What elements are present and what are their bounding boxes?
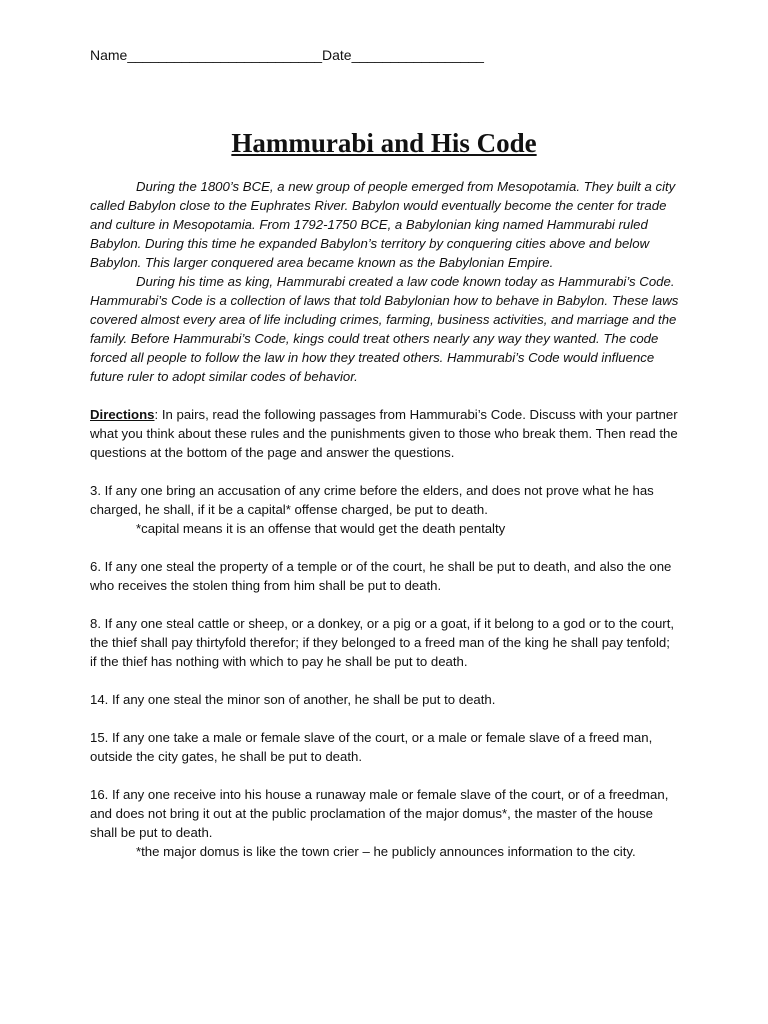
law-14: 14. If any one steal the minor son of another, he shall be put to death. bbox=[90, 692, 496, 707]
directions-label: Directions bbox=[90, 407, 155, 422]
law-8: 8. If any one steal cattle or sheep, or a donkey, or a pig or a goat, if it belong to a god or to the court, the thief shall pay thirtyfold therefor; if they belonged to a freed man of the king he shall pay tenfold; if the thief has nothing with which to pay he shall be put to death. bbox=[90, 616, 675, 669]
date-label: Date bbox=[322, 47, 352, 63]
page-title: Hammurabi and His Code bbox=[231, 128, 537, 158]
name-label: Name bbox=[90, 47, 128, 63]
law-3: 3. If any one bring an accusation of any crime before the elders, and does not prove what he has charged, he shall, if it be a capital* offense charged, be put to death. bbox=[90, 483, 654, 517]
law-16-footnote: *the major domus is like the town crier – he publicly announces information to the city. bbox=[136, 844, 636, 859]
directions-text: : In pairs, read the following passages from Hammurabi’s Code. Discuss with your partner what you think about these rules and the punishments given to those who break them. Then read the questions at the bottom of the page and answer the questions. bbox=[90, 407, 678, 460]
intro-paragraph-2: During his time as king, Hammurabi created a law code known today as Hammurabi’s Code. Hammurabi’s Code is a collection of laws that told Babylonian how to behave in Babylon. These laws covered almost every area of life including crimes, farming, business activities, and marriage and the family. Before Hammurabi’s Code, kings could treat others nearly any way they wanted. The code forced all people to follow the law in how they treated others. Hammurabi’s Code would influence future ruler to adopt similar codes of behavior. bbox=[90, 274, 679, 384]
directions-paragraph bbox=[90, 405, 680, 462]
worksheet-body bbox=[90, 177, 680, 861]
name-date-line bbox=[90, 45, 484, 65]
law-15: 15. If any one take a male or female slave of the court, or a male or female slave of a freed man, outside the city gates, he shall be put to death. bbox=[90, 730, 653, 764]
name-blank[interactable]: _________________________ bbox=[127, 47, 323, 63]
intro-paragraph-1: During the 1800’s BCE, a new group of people emerged from Mesopotamia. They built a city called Babylon close to the Euphrates River. Babylon would eventually become the center for trade and culture in Mesopotamia. From 1792-1750 BCE, a Babylonian king named Hammurabi ruled Babylon. During this time he expanded Babylon’s territory by conquering cities above and below Babylon. This larger conquered area became known as the Babylonian Empire. bbox=[90, 179, 676, 270]
law-16: 16. If any one receive into his house a runaway male or female slave of the court, or of a freedman, and does not bring it out at the public proclamation of the major domus*, the master of the house shall be put to death. bbox=[90, 787, 669, 840]
law-3-footnote: *capital means it is an offense that would get the death pentalty bbox=[136, 521, 506, 536]
date-blank[interactable]: _________________ bbox=[351, 47, 484, 63]
law-6: 6. If any one steal the property of a temple or of the court, he shall be put to death, and also the one who receives the stolen thing from him shall be put to death. bbox=[90, 559, 672, 593]
